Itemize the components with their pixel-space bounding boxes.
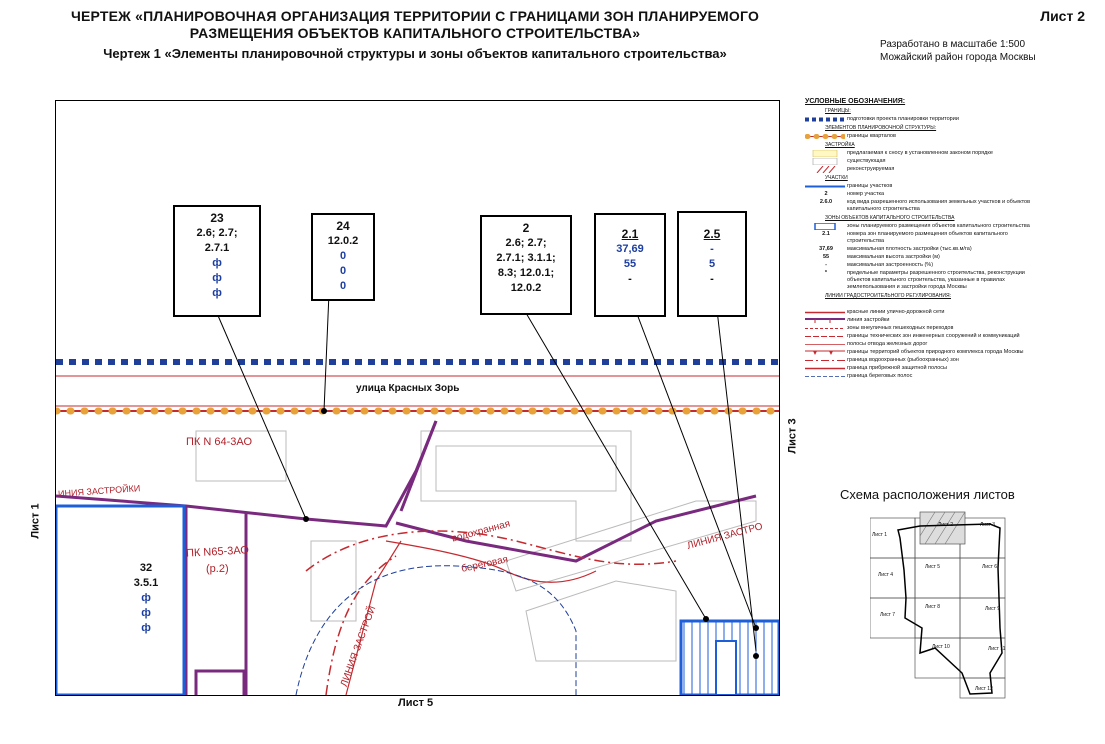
legend-label: линия застройки — [847, 317, 890, 323]
legend-label: полосы отвода железных дорог — [847, 341, 928, 347]
legend-item — [805, 254, 1033, 261]
callout-2-code-3: 8.3; 12.0.1; — [497, 267, 555, 279]
pk65-label: ПК N65-3АО — [185, 544, 250, 560]
legend-item — [805, 317, 1033, 324]
callout-2-5-height: 5 — [708, 258, 716, 270]
legend-symbol: 55 — [822, 254, 830, 260]
legend-label: максимальная плотность застройки (тыс.кв.м/га) — [847, 246, 972, 252]
scheme-sheet-1[interactable]: Лист 1 — [872, 532, 888, 538]
scheme-sheet-2[interactable]: Лист 2 — [938, 522, 954, 528]
sheet-number: Лист 2 — [1040, 8, 1085, 24]
legend-label: границы технических зон инженерных сооружений и коммуникаций — [847, 333, 1020, 339]
legend-item — [805, 223, 1033, 230]
legend-label: подготовки проекта планировки территории — [847, 116, 959, 122]
legend-item — [805, 199, 1033, 213]
callout-zone-2-5 — [677, 211, 747, 317]
build-line-label-right: ЛИНИЯ ЗАСТРО — [685, 521, 764, 552]
plot-32-code: 3.5.1 — [133, 577, 159, 589]
legend-label: предлагаемая к сносу в установленном законом порядке — [847, 150, 993, 156]
legend-item — [805, 270, 1033, 291]
legend-symbol — [805, 116, 847, 123]
legend-item — [805, 116, 1033, 123]
legend-label: реконструируемая — [847, 166, 895, 172]
legend-item — [805, 231, 1033, 245]
legend-item — [805, 309, 1033, 316]
existing-buildings — [196, 431, 756, 661]
legend-item — [805, 246, 1033, 253]
build-line-label-vertical: ЛИНИЯ ЗАСТРОЙ — [338, 604, 379, 689]
legend-label: номера зон планируемого размещения объектов капитального строительства — [847, 231, 1008, 244]
scheme-sheet-10[interactable]: Лист 10 — [932, 644, 950, 650]
legend-label: красные линии улично-дорожной сети — [847, 309, 945, 315]
legend-section-heading: УЧАСТКИ — [825, 175, 848, 181]
callout-24-code: 12.0.2 — [327, 235, 359, 247]
legend-symbol: 2.6.0 — [819, 199, 833, 205]
title-line-2: РАЗМЕЩЕНИЯ ОБЪЕКТОВ КАПИТАЛЬНОГО СТРОИТЕЛЬСТВА» — [189, 25, 641, 41]
callout-24-coverage: 0 — [339, 280, 347, 292]
legend — [805, 98, 1033, 446]
legend-item — [805, 325, 1033, 332]
legend-label: максимальная застроенность (%) — [847, 262, 934, 268]
callout-2-code-4: 12.0.2 — [510, 282, 542, 294]
legend-item — [805, 191, 1033, 198]
title-line-1: ЧЕРТЕЖ «ПЛАНИРОВОЧНАЯ ОРГАНИЗАЦИЯ ТЕРРИТОРИИ С ГРАНИЦАМИ ЗОН ПЛАНИРУЕМОГО — [70, 8, 760, 24]
callout-plot-24 — [311, 213, 375, 301]
adjacent-sheet-left[interactable]: Лист 1 — [29, 503, 42, 539]
pk64-label: ПК N 64-3АО — [186, 436, 253, 448]
legend-symbol — [805, 325, 847, 332]
callout-2-1-density: 37,69 — [616, 243, 644, 255]
callout-24-density: 0 — [339, 250, 347, 262]
legend-label: код вида разрешенного использования земельных участков и объектов капитального строительства — [847, 199, 1031, 212]
plot-32-coverage: ф — [141, 622, 151, 634]
legend-symbol — [805, 373, 847, 380]
callout-23-height: ф — [212, 272, 222, 284]
district-line: Можайский район города Москвы — [880, 52, 1036, 63]
scheme-sheet-7[interactable]: Лист 7 — [880, 612, 896, 618]
legend-label: максимальная высота застройки (м) — [847, 254, 940, 260]
water-protection-lines — [306, 531, 676, 695]
legend-label: граница водоохранных (рыбоохранных) зон — [847, 357, 959, 363]
scheme-sheet-8[interactable]: Лист 8 — [925, 604, 941, 610]
callout-2-5-density: - — [710, 243, 714, 255]
legend-section-heading: ЗАСТРОЙКА — [825, 142, 855, 148]
legend-symbol: 2.1 — [822, 231, 830, 237]
legend-item — [805, 133, 1033, 140]
scheme-sheet-12[interactable]: Лист 12 — [975, 686, 993, 692]
zone-boundaries — [56, 421, 756, 695]
water-zone-label: водохранная — [450, 518, 512, 545]
plot-32-height: ф — [141, 607, 151, 619]
legend-symbol — [805, 150, 847, 157]
callout-24-height: 0 — [339, 265, 347, 277]
scale-line: Разработано в масштабе 1:500 — [880, 39, 1026, 50]
legend-item — [805, 373, 1033, 380]
callout-2-code-2: 2.7.1; 3.1.1; — [496, 252, 556, 264]
legend-symbol: - — [825, 262, 827, 268]
legend-item — [805, 166, 1033, 173]
legend-section-heading: ГРАНИЦЫ: — [825, 108, 851, 114]
callout-zone-2-1 — [594, 213, 666, 317]
plot-32-density: ф — [141, 592, 151, 604]
callout-2-5-number: 2.5 — [703, 227, 721, 241]
callout-plot-23 — [173, 205, 261, 317]
legend-symbol — [805, 357, 847, 364]
legend-rows — [805, 108, 1033, 380]
scheme-sheet-6[interactable]: Лист 6 — [982, 564, 998, 570]
plot-32-info — [126, 561, 166, 636]
plot-32-number: 32 — [139, 562, 153, 574]
adjacent-sheet-bottom[interactable]: Лист 5 — [398, 697, 434, 709]
sheet-scheme — [870, 508, 1020, 708]
legend-label: предельные параметры разрешенного строительства, реконструкции объектов капитального строительства, указанные в правилах землепользования и застройки города Москвы — [847, 270, 1025, 290]
callout-23-number: 23 — [210, 211, 224, 225]
callout-2-number: 2 — [522, 221, 530, 235]
build-line-label-left: ИНИЯ ЗАСТРОЙКИ — [57, 483, 141, 499]
legend-symbol — [805, 223, 847, 230]
legend-symbol: * — [824, 270, 828, 276]
legend-symbol — [805, 333, 847, 340]
legend-item — [805, 158, 1033, 165]
legend-item — [805, 183, 1033, 190]
title-block — [20, 8, 810, 61]
legend-label: зоны внеуличных пешеходных переходов — [847, 325, 954, 331]
legend-symbol — [805, 158, 847, 165]
legend-item — [805, 262, 1033, 269]
leader-lines — [216, 293, 756, 651]
legend-label: границы кварталов — [847, 133, 896, 139]
legend-item — [805, 349, 1033, 356]
legend-label: граница прибрежной защитной полосы — [847, 365, 948, 371]
callout-2-1-number: 2.1 — [621, 227, 639, 241]
callout-23-coverage: ф — [212, 287, 222, 299]
legend-item — [805, 150, 1033, 157]
legend-label: границы территорий объектов природного комплекса города Москвы — [847, 349, 1024, 355]
legend-label: зоны планируемого размещения объектов капитального строительства — [847, 223, 1030, 229]
legend-symbol — [805, 365, 847, 372]
callout-23-density: ф — [212, 257, 222, 269]
legend-item — [805, 333, 1033, 340]
legend-symbol — [805, 301, 847, 308]
legend-item — [805, 357, 1033, 364]
legend-item — [805, 365, 1033, 372]
scale-info — [880, 38, 1036, 64]
callout-2-5-coverage: - — [710, 273, 714, 285]
legend-symbol — [805, 349, 847, 356]
legend-title: УСЛОВНЫЕ ОБОЗНАЧЕНИЯ: — [805, 98, 906, 105]
legend-section-heading: ЗОНЫ ОБЪЕКТОВ КАПИТАЛЬНОГО СТРОИТЕЛЬСТВА — [825, 215, 955, 221]
legend-symbol — [805, 341, 847, 348]
shore-label: береговая — [460, 554, 510, 575]
callout-2-code-1: 2.6; 2.7; — [505, 237, 547, 249]
scheme-sheet-11[interactable]: Лист 11 — [988, 646, 1006, 652]
callout-2-1-height: 55 — [623, 258, 637, 270]
callout-2-1-coverage: - — [628, 273, 632, 285]
legend-section-heading: ЭЛЕМЕНТОВ ПЛАНИРОВОЧНОЙ СТРУКТУРЫ: — [825, 125, 937, 131]
sheet-scheme-title: Схема расположения листов — [840, 487, 1015, 502]
scheme-sheet-3[interactable]: Лист 3 — [980, 522, 996, 528]
callout-24-number: 24 — [336, 219, 350, 233]
adjacent-sheet-right[interactable]: Лист 3 — [786, 418, 799, 454]
legend-label: существующая — [847, 158, 886, 164]
legend-symbol — [805, 183, 847, 190]
scheme-sheet-5[interactable]: Лист 5 — [925, 564, 941, 570]
legend-item — [805, 341, 1033, 348]
callout-23-code-1: 2.6; 2.7; — [196, 227, 238, 239]
shoreline-boundary — [296, 566, 576, 695]
legend-symbol: 37,69 — [819, 246, 833, 252]
legend-symbol — [805, 166, 847, 173]
legend-symbol: 2 — [824, 191, 828, 197]
legend-label: номер участка — [847, 191, 885, 197]
street-label: улица Красных Зорь — [356, 383, 460, 394]
pk65-sub-label: (р.2) — [206, 563, 229, 575]
callout-plot-2 — [480, 215, 572, 315]
drawing-subtitle: Чертеж 1 «Элементы планировочной структуры и зоны объектов капитального строительства» — [103, 46, 727, 61]
legend-label: границы участков — [847, 183, 893, 189]
scheme-sheet-9[interactable]: Лист 9 — [985, 606, 1001, 612]
legend-symbol — [805, 133, 847, 140]
map-frame — [55, 100, 780, 696]
legend-symbol — [805, 309, 847, 316]
scheme-sheet-4[interactable]: Лист 4 — [878, 572, 894, 578]
legend-symbol — [805, 317, 847, 324]
legend-item — [805, 301, 1033, 308]
legend-section-heading: ЛИНИИ ГРАДОСТРОИТЕЛЬНОГО РЕГУЛИРОВАНИЯ: — [825, 293, 951, 299]
callout-23-code-2: 2.7.1 — [204, 242, 230, 254]
legend-label: граница береговых полос — [847, 373, 913, 379]
